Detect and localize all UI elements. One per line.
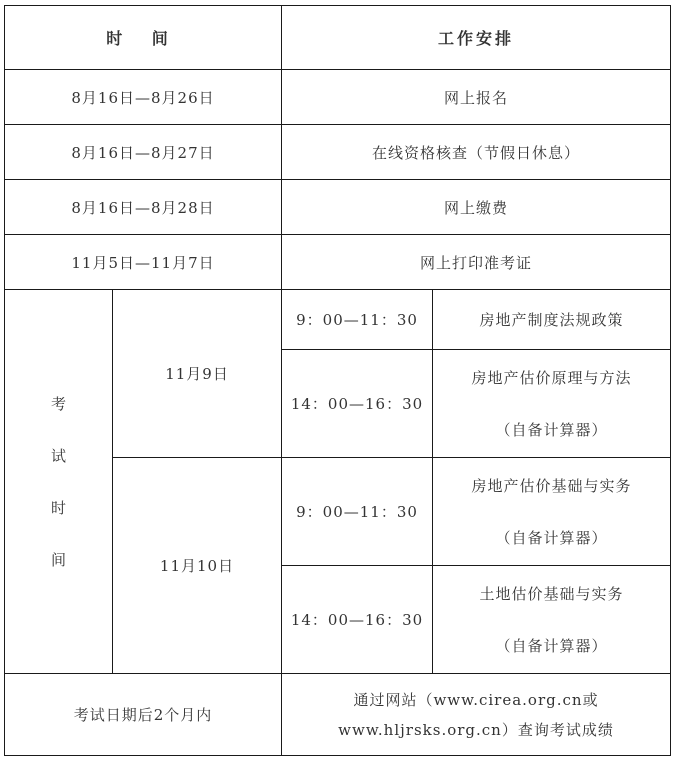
session-time: 14：00—16：30: [282, 566, 433, 674]
session-subject-cell: [433, 350, 671, 458]
session-subject: 房地产估价原理与方法: [471, 368, 632, 387]
session-note: （自备计算器）: [495, 420, 608, 439]
session-subject: 房地产制度法规政策: [479, 311, 624, 329]
header-work-cell: [282, 6, 671, 70]
row-task: 网上缴费: [282, 180, 671, 235]
exam-date: 11月9日: [113, 290, 282, 458]
session-subject-cell: [433, 458, 671, 566]
session-time: 9：00—11：30: [282, 458, 433, 566]
header-time-cell: [5, 6, 282, 70]
exam-label-cell: [5, 290, 113, 674]
session-note: （自备计算器）: [495, 528, 608, 547]
session-note: （自备计算器）: [495, 636, 608, 655]
result-info-cell: [282, 674, 671, 756]
result-row: [5, 674, 671, 756]
session-time: 14：00—16：30: [282, 350, 433, 458]
session-subject: 土地估价基础与实务: [479, 584, 624, 603]
exam-schedule-table: [4, 5, 671, 756]
table-header-row: [5, 6, 671, 70]
result-line-1: 通过网站（www.cirea.org.cn或: [353, 690, 599, 709]
exam-date: 11月10日: [113, 458, 282, 674]
table-row: [5, 70, 671, 125]
session-subject: 房地产估价基础与实务: [471, 476, 632, 495]
row-task: 在线资格核查（节假日休息）: [282, 125, 671, 180]
session-time: 9：00—11：30: [282, 290, 433, 350]
header-work: 工作安排: [438, 29, 515, 48]
session-subject-cell: [433, 566, 671, 674]
row-time: 8月16日—8月26日: [5, 70, 282, 125]
exam-row: [5, 290, 671, 350]
row-time: 8月16日—8月27日: [5, 125, 282, 180]
table-row: [5, 125, 671, 180]
result-line-2: www.hljrsks.org.cn）查询考试成绩: [338, 720, 614, 739]
table-row: [5, 180, 671, 235]
exam-label: 考试时间: [50, 394, 66, 569]
session-subject-cell: [433, 290, 671, 350]
header-time: 时 间: [106, 29, 180, 48]
result-time: 考试日期后2个月内: [5, 674, 282, 756]
row-task: 网上打印准考证: [282, 235, 671, 290]
row-task: 网上报名: [282, 70, 671, 125]
row-time: 8月16日—8月28日: [5, 180, 282, 235]
row-time: 11月5日—11月7日: [5, 235, 282, 290]
table-row: [5, 235, 671, 290]
